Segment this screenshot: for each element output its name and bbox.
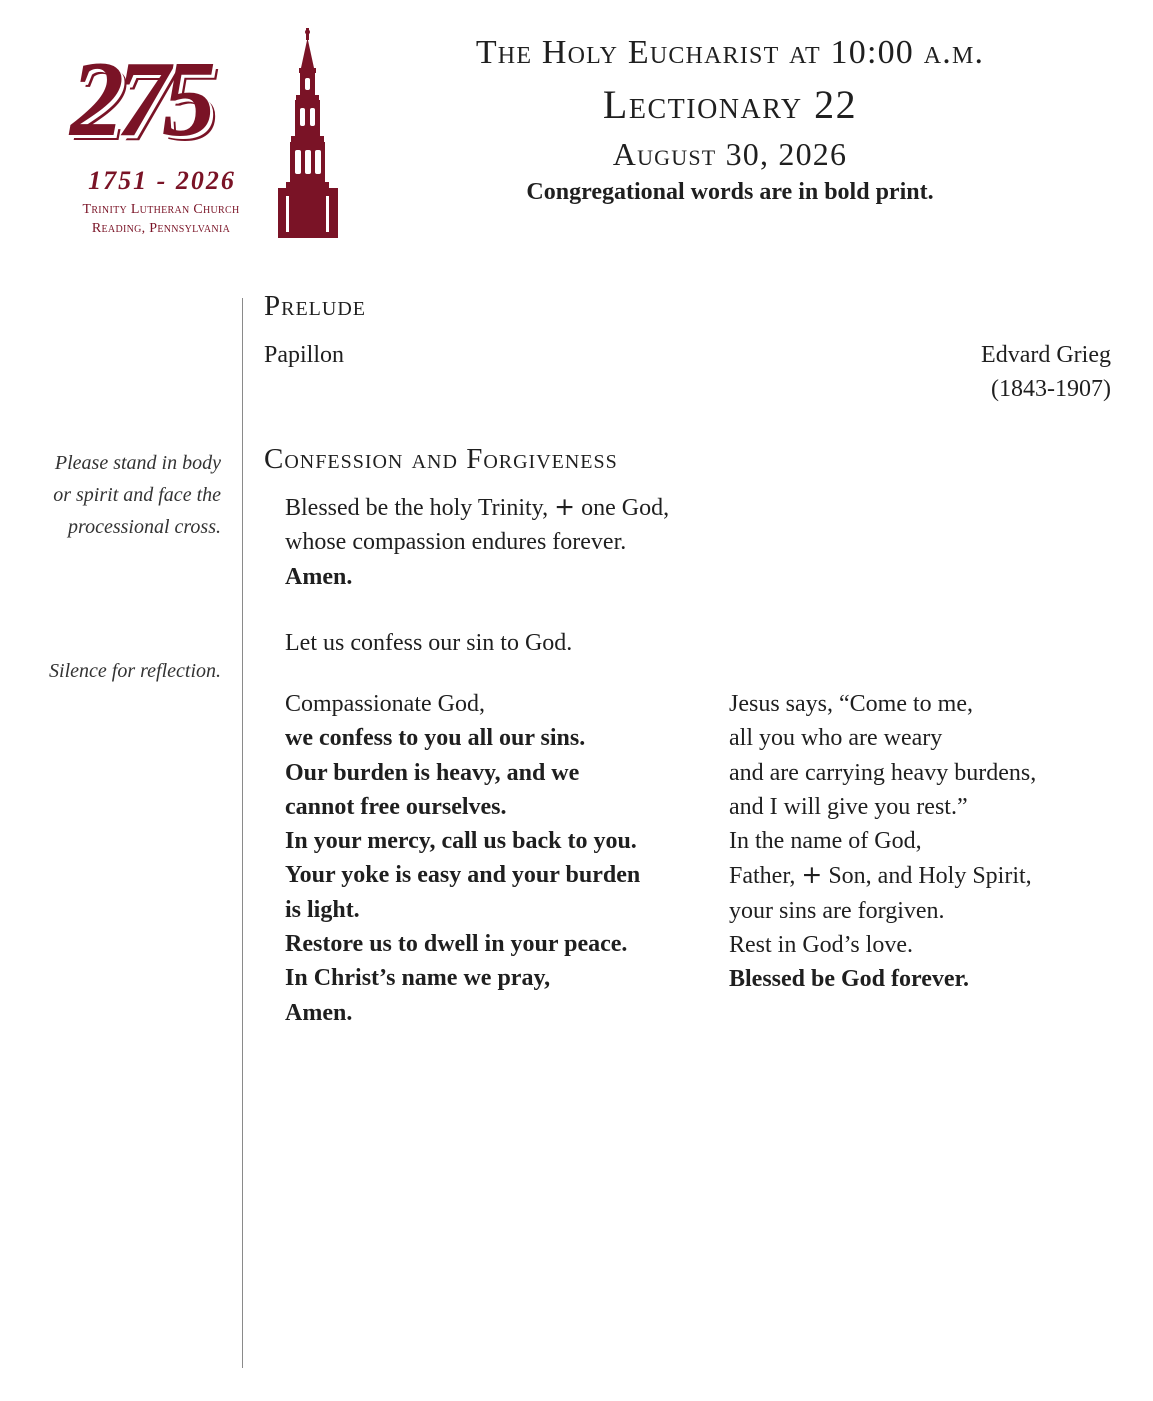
prelude-piece: Papillon (264, 342, 345, 368)
absolution-response: Blessed be God forever. (729, 966, 969, 993)
absolution-line: Rest in God’s love. (729, 932, 913, 959)
opening-line: whose compassion endures forever. (285, 529, 627, 556)
absolution-line: Jesus says, “Come to me, (729, 691, 973, 717)
confession-prayer (285, 687, 640, 1030)
opening-line: Blessed be the holy Trinity, + one God, (285, 492, 670, 521)
absolution (729, 687, 1036, 997)
prayer-line: is light. (285, 896, 360, 923)
opening-response: Amen. (285, 563, 353, 590)
prayer-line: In your mercy, call us back to you. (285, 828, 637, 855)
opening-versicle (285, 490, 669, 594)
prelude-heading: Prelude (264, 290, 367, 322)
absolution-line: and are carrying heavy burdens, (729, 759, 1037, 786)
logo-years: 1751 - 2026 (88, 166, 236, 195)
prayer-line: Our burden is heavy, and we (285, 759, 580, 786)
prayer-line: Amen. (285, 999, 353, 1026)
absolution-line: your sins are forgiven. (729, 897, 945, 924)
rubric-line: or spirit and face the (53, 484, 221, 506)
prelude-composer (981, 338, 1111, 407)
composer-dates: (1843-1907) (991, 376, 1111, 403)
logo-location: Reading, Pennsylvania (91, 220, 231, 236)
absolution-line: and I will give you rest.” (729, 793, 968, 820)
logo-church-name: Trinity Lutheran Church (82, 202, 240, 217)
service-date: August 30, 2026 (612, 136, 848, 173)
confession-heading: Confession and Forgiveness (264, 443, 618, 475)
service-title: The Holy Eucharist at 10:00 a.m. (475, 34, 985, 71)
rubric-silence: Silence for reflection. (49, 660, 221, 682)
prayer-intro: Compassionate God, (285, 691, 485, 717)
absolution-line: all you who are weary (729, 725, 943, 752)
absolution-line: In the name of God, (729, 828, 922, 855)
composer-name: Edvard Grieg (981, 342, 1111, 368)
invitation: Let us confess our sin to God. (285, 630, 573, 656)
congregation-note: Congregational words are in bold print. (526, 178, 934, 205)
rubric-line: processional cross. (68, 516, 221, 538)
bulletin-header (320, 34, 1140, 206)
prayer-line: Restore us to dwell in your peace. (285, 931, 628, 958)
prayer-line: cannot free ourselves. (285, 793, 507, 820)
cross-icon: + (801, 860, 823, 890)
prayer-line: we confess to you all our sins. (285, 725, 586, 752)
lectionary-title: Lectionary 22 (602, 82, 858, 128)
logo-number: 275 (70, 40, 208, 159)
logo-church-text (50, 201, 272, 239)
rubric-line: Please stand in body (54, 452, 221, 474)
prayer-line: In Christ’s name we pray, (285, 965, 551, 992)
cross-icon: + (554, 492, 576, 521)
anniversary-logo (50, 28, 350, 243)
prayer-line: Your yoke is easy and your burden (285, 862, 641, 889)
absolution-line: Father, + Son, and Holy Spirit, (729, 860, 1032, 890)
margin-divider (242, 298, 243, 1368)
rubric-stand (53, 447, 221, 543)
